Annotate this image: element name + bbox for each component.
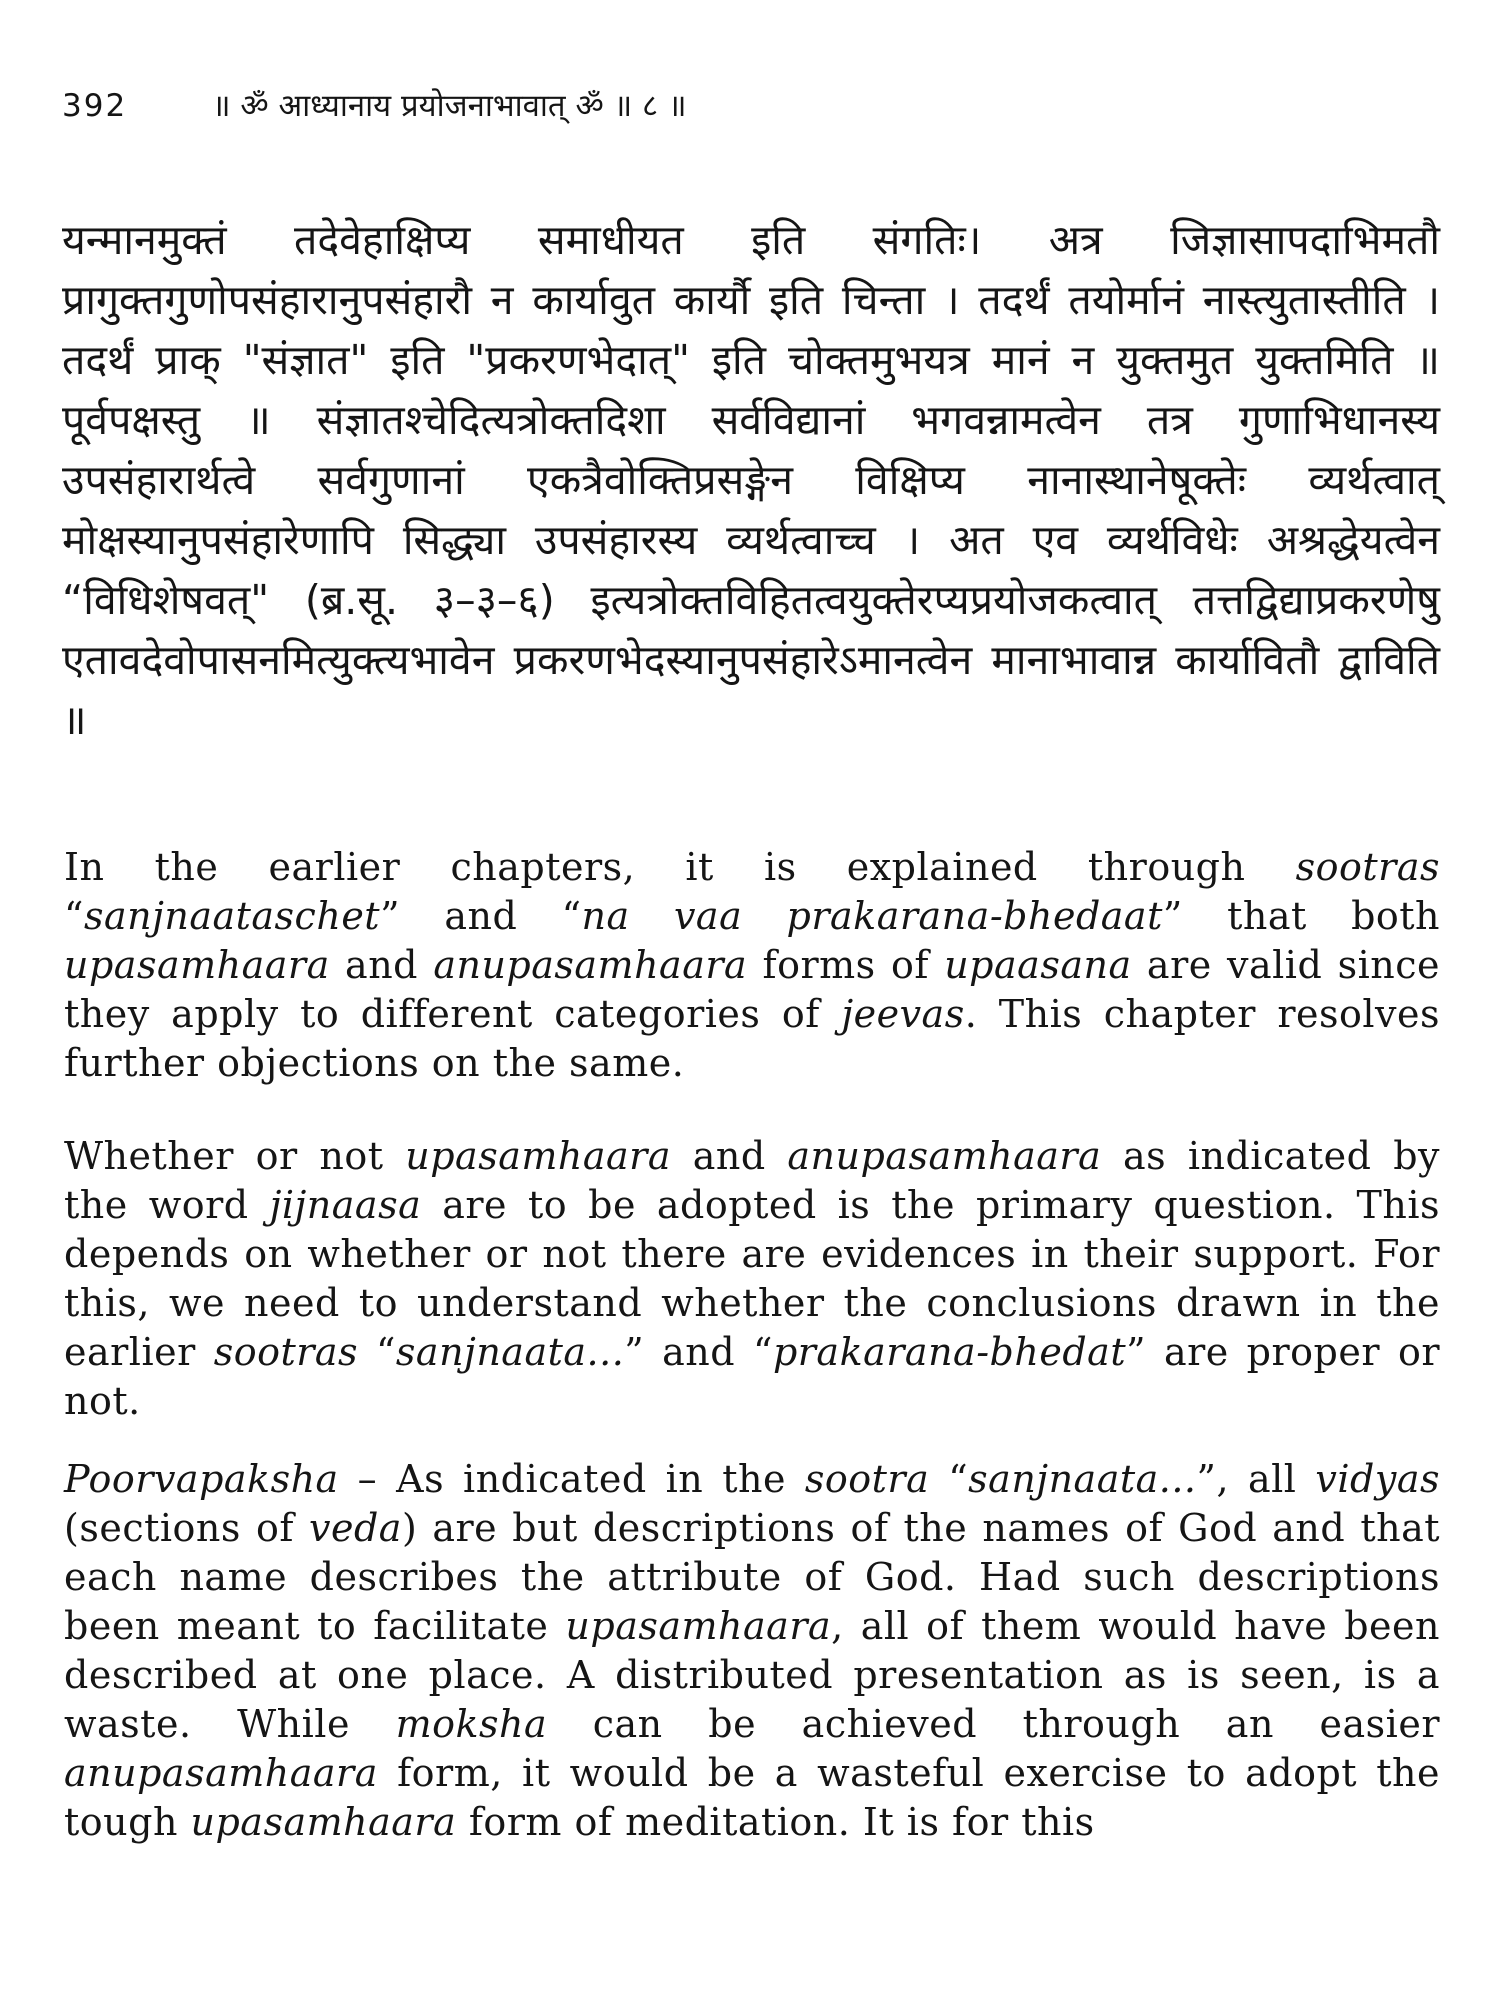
text-run: and: [329, 943, 434, 987]
paragraph-question: [64, 1132, 1440, 1426]
italic-term: prakarana-bhedat: [772, 1330, 1127, 1374]
italic-term: na vaa prakarana-bhedaat: [581, 894, 1163, 938]
text-run: “: [358, 1330, 396, 1374]
sanskrit-commentary-block: [62, 210, 1440, 750]
text-run: . This chapter resolves further objections on the same.: [64, 992, 1440, 1085]
text-run: “: [929, 1457, 969, 1501]
text-run: ” and “: [380, 894, 582, 938]
paragraph-intro: [64, 843, 1440, 1088]
text-run: Whether or not: [64, 1134, 406, 1178]
italic-term: jeevas: [841, 992, 965, 1036]
text-run: ” are proper or not.: [64, 1330, 1440, 1423]
italic-term: veda: [309, 1506, 402, 1550]
italic-term: anupasamhaara: [433, 943, 748, 987]
text-run: , all of them would have been described at one place. A distributed presentation as is seen, is a waste. While: [64, 1604, 1440, 1746]
text-run: are valid since they apply to different categories of: [64, 943, 1440, 1036]
italic-term: vidyas: [1315, 1457, 1440, 1501]
text-run: form of meditation. It is for this: [456, 1800, 1095, 1844]
italic-term: sootras: [213, 1330, 359, 1374]
italic-term: moksha: [395, 1702, 548, 1746]
text-run: forms of: [747, 943, 945, 987]
italic-term: upasamhaara: [405, 1134, 671, 1178]
text-run: form, it would be a wasteful exercise to adopt the tough: [64, 1751, 1440, 1844]
text-run: as indicated by the word: [64, 1134, 1440, 1227]
text-run: ” that both: [1162, 894, 1441, 938]
text-run: ”, all: [1196, 1457, 1316, 1501]
italic-term: Poorvapaksha: [64, 1457, 339, 1501]
sanskrit-commentary: यन्मानमुक्तं तदेवेहाक्षिप्य समाधीयत इति संगतिः। अत्र जिज्ञासापदाभिमतौ प्रागुक्तगुणोपसंहारानुपसंहारौ न कार्यावुत कार्यौ इति चिन्ता । तदर्थं तयोर्मानं नास्त्युतास्तीति । तदर्थं प्राक् "संज्ञात" इति "प्रकरणभेदात्" इति चोक्तमुभयत्र मानं न युक्तमुत युक्तमिति ॥ पूर्वपक्षस्तु ॥ संज्ञातश्चेदित्यत्रोक्तदिशा सर्वविद्यानां भगवन्नामत्वेन तत्र गुणाभिधानस्य उपसंहारार्थत्वे सर्वगुणानां एकत्रैवोक्तिप्रसङ्गेन विक्षिप्य नानास्थानेषूक्तेः व्यर्थत्वात् मोक्षस्यानुपसंहारेणापि सिद्ध्या उपसंहारस्य व्यर्थत्वाच्च । अत एव व्यर्थविधेः अश्रद्धेयत्वेन “विधिशेषवत्" (ब्र.सू. ३–३–६) इत्यत्रोक्तविहितत्वयुक्तेरप्यप्रयोजकत्वात् तत्तद्विद्याप्रकरणेषु एतावदेवोपासनमित्युक्त्यभावेन प्रकरणभेदस्यानुपसंहारेऽमानत्वेन मानाभावान्न कार्यावितौ द्वाविति ॥: [62, 216, 1440, 744]
italic-term: upasamhaara: [64, 943, 330, 987]
italic-term: upasamhaara: [190, 1800, 457, 1844]
text-run: ” and “: [624, 1330, 773, 1374]
text-run: – As indicated in the: [338, 1457, 805, 1501]
italic-term: jijnaasa: [269, 1183, 422, 1227]
text-run: “: [64, 894, 84, 938]
italic-term: anupasamhaara: [64, 1751, 378, 1795]
italic-term: sanjnaata...: [968, 1457, 1197, 1501]
text-run: In the earlier chapters, it is explained through: [64, 845, 1296, 889]
text-run: can be achieved through an easier: [547, 1702, 1440, 1746]
italic-term: sanjnaata...: [395, 1330, 625, 1374]
italic-term: anupasamhaara: [787, 1134, 1102, 1178]
page-header: [62, 84, 687, 126]
italic-term: upaasana: [944, 943, 1132, 987]
running-title: ॥ ॐ आध्यानाय प्रयोजनाभावात् ॐ ॥ ८ ॥: [212, 88, 687, 124]
paragraph-poorvapaksha: [64, 1455, 1440, 1847]
italic-term: sanjnaataschet: [83, 894, 381, 938]
italic-term: upasamhaara: [565, 1604, 832, 1648]
text-run: (sections of: [64, 1506, 309, 1550]
page-number: 392: [62, 88, 128, 124]
italic-term: sootras: [1295, 845, 1440, 889]
text-run: and: [670, 1134, 788, 1178]
text-run: are to be adopted is the primary question. This depends on whether or not there are evidences in their support. For this, we need to understand whether the conclusions drawn in the earlier: [64, 1183, 1440, 1374]
text-run: ) are but descriptions of the names of God and that each name describes the attribute of God. Had such descriptions been meant to facilitate: [64, 1506, 1440, 1648]
italic-term: sootra: [804, 1457, 930, 1501]
